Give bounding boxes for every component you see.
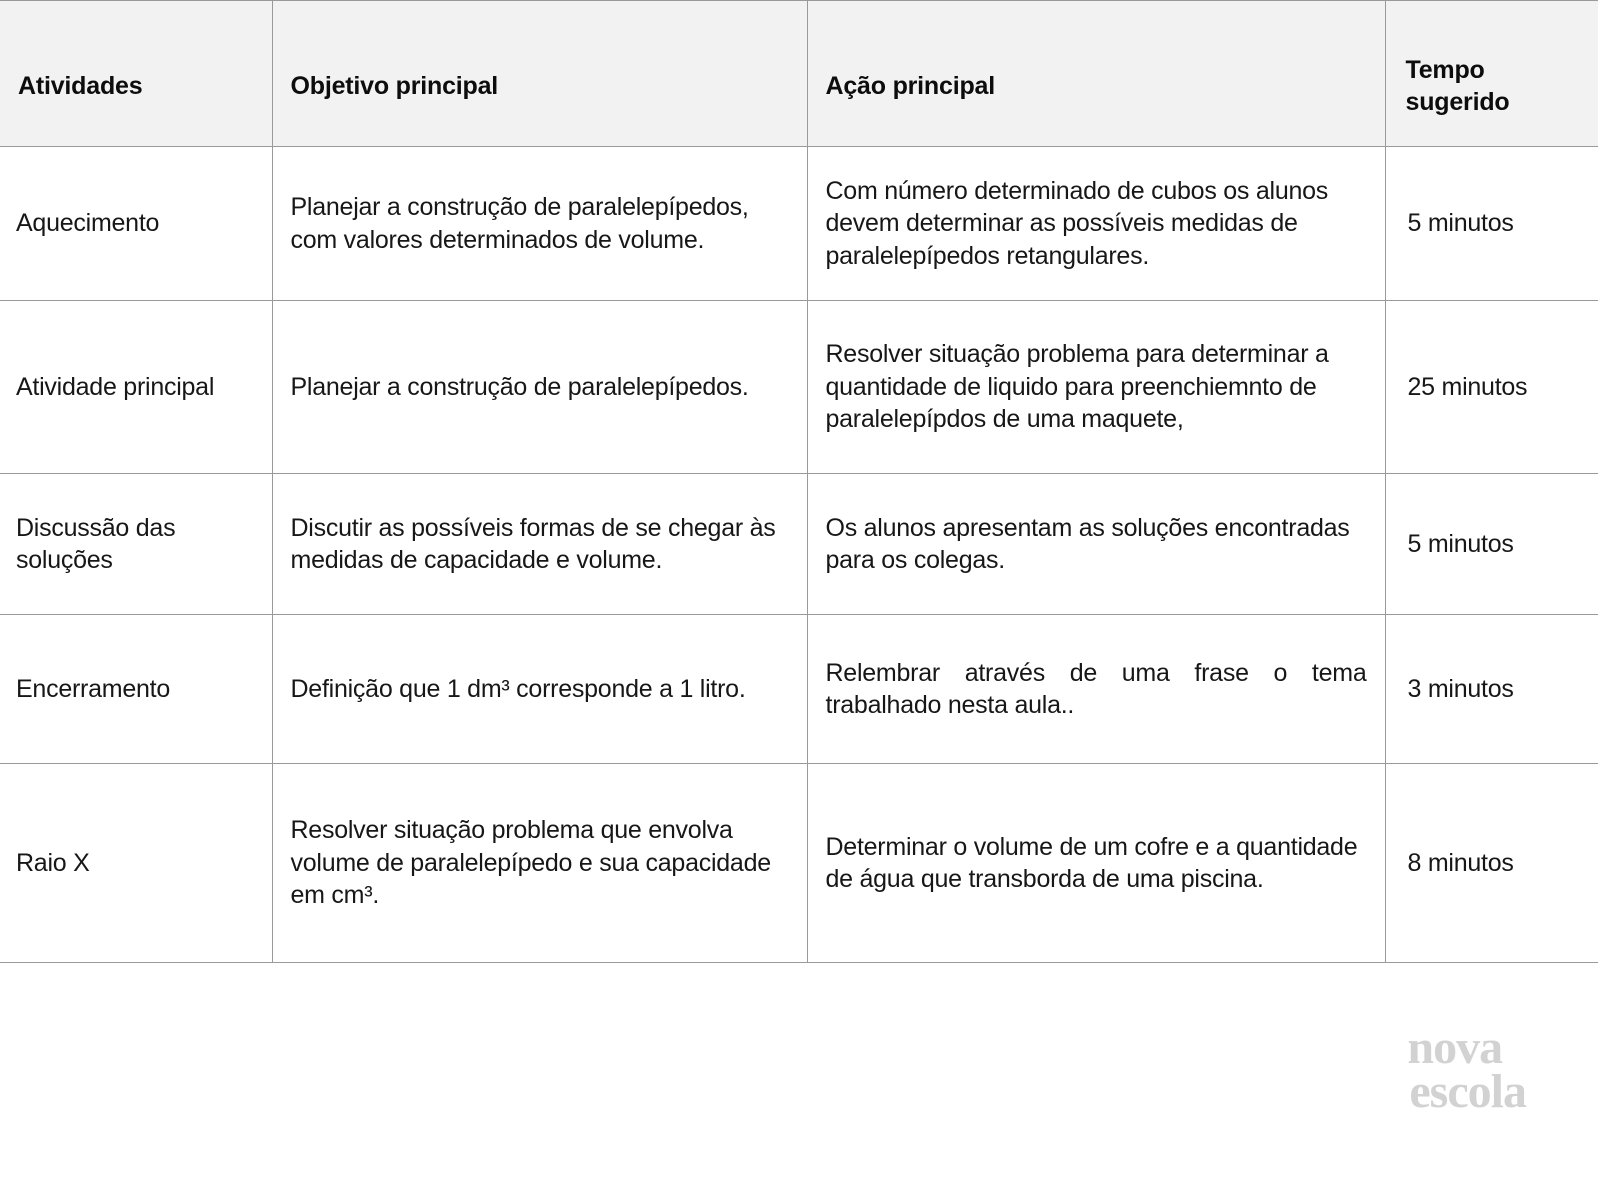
logo-line-escola: escola <box>1409 1065 1526 1119</box>
acao-text: Relembrar através de uma frase o tema trabalhado nesta aula.. <box>825 658 1367 719</box>
acao-text: Os alunos apresentam as soluções encontradas para os colegas. <box>825 513 1350 574</box>
column-header-tempo-sugerido <box>1385 1 1598 147</box>
cell-objetivo <box>272 147 807 301</box>
cell-tempo <box>1385 764 1598 963</box>
cell-acao <box>807 615 1385 764</box>
tempo-text: 5 minutos <box>1407 529 1514 558</box>
atividade-text: Raio X <box>16 848 90 877</box>
cell-objetivo <box>272 474 807 615</box>
nova-escola-logo <box>1407 1021 1526 1119</box>
tempo-text: 3 minutos <box>1407 674 1514 703</box>
cell-acao <box>807 301 1385 474</box>
cell-atividade <box>0 147 272 301</box>
acao-text: Determinar o volume de um cofre e a quantidade de água que transborda de uma piscina. <box>825 832 1358 893</box>
table-row <box>0 474 1598 615</box>
cell-atividade <box>0 615 272 764</box>
cell-objetivo <box>272 301 807 474</box>
objetivo-text: Definição que 1 dm³ corresponde a 1 litro. <box>290 674 746 703</box>
atividade-text: Atividade principal <box>16 372 215 401</box>
cell-objetivo <box>272 764 807 963</box>
tempo-text: 8 minutos <box>1407 848 1514 877</box>
cell-tempo <box>1385 301 1598 474</box>
cell-tempo <box>1385 147 1598 301</box>
atividade-text: Discussão das soluções <box>16 513 176 574</box>
atividade-text: Encerramento <box>16 674 171 703</box>
tempo-header-line-1: Tempo <box>1405 56 1485 84</box>
cell-atividade <box>0 474 272 615</box>
cell-objetivo <box>272 615 807 764</box>
tempo-text: 25 minutos <box>1407 372 1528 401</box>
table-row <box>0 764 1598 963</box>
column-header-atividades <box>0 1 272 147</box>
column-header-objetivo-principal-label: Objetivo principal <box>290 71 499 100</box>
table-row <box>0 615 1598 764</box>
column-header-acao-principal <box>807 1 1385 147</box>
atividade-text: Aquecimento <box>16 209 160 238</box>
cell-acao <box>807 474 1385 615</box>
header-row <box>0 1 1598 147</box>
tempo-header-line-2: sugerido <box>1405 87 1510 116</box>
cell-acao <box>807 764 1385 963</box>
tempo-text: 5 minutos <box>1407 209 1514 238</box>
cell-atividade <box>0 301 272 474</box>
objetivo-text: Planejar a construção de paralelepípedos, com valores determinados de volume. <box>290 193 749 254</box>
objetivo-text: Discutir as possíveis formas de se chegar às medidas de capacidade e volume. <box>290 513 776 574</box>
cell-atividade <box>0 764 272 963</box>
column-header-acao-principal-label: Ação principal <box>825 71 995 100</box>
logo-line-nova: nova <box>1407 1021 1503 1074</box>
column-header-tempo-sugerido-label <box>1386 29 1599 118</box>
table-header <box>0 1 1598 147</box>
cell-acao <box>807 147 1385 301</box>
acao-text: Resolver situação problema para determinar a quantidade de liquido para preenchiemnto de paralelepípdos de uma maquete, <box>825 340 1329 434</box>
column-header-atividades-label: Atividades <box>18 71 143 100</box>
table-row <box>0 301 1598 474</box>
cell-tempo <box>1385 615 1598 764</box>
objetivo-text: Planejar a construção de paralelepípedos. <box>290 372 749 401</box>
table-body <box>0 147 1598 963</box>
column-header-objetivo-principal <box>272 1 807 147</box>
objetivo-text: Resolver situação problema que envolva volume de paralelepípedo e sua capacidade em cm³. <box>290 816 771 910</box>
cell-tempo <box>1385 474 1598 615</box>
table-row <box>0 147 1598 301</box>
acao-text: Com número determinado de cubos os alunos devem determinar as possíveis medidas de paralelepípedos retangulares. <box>825 176 1329 270</box>
